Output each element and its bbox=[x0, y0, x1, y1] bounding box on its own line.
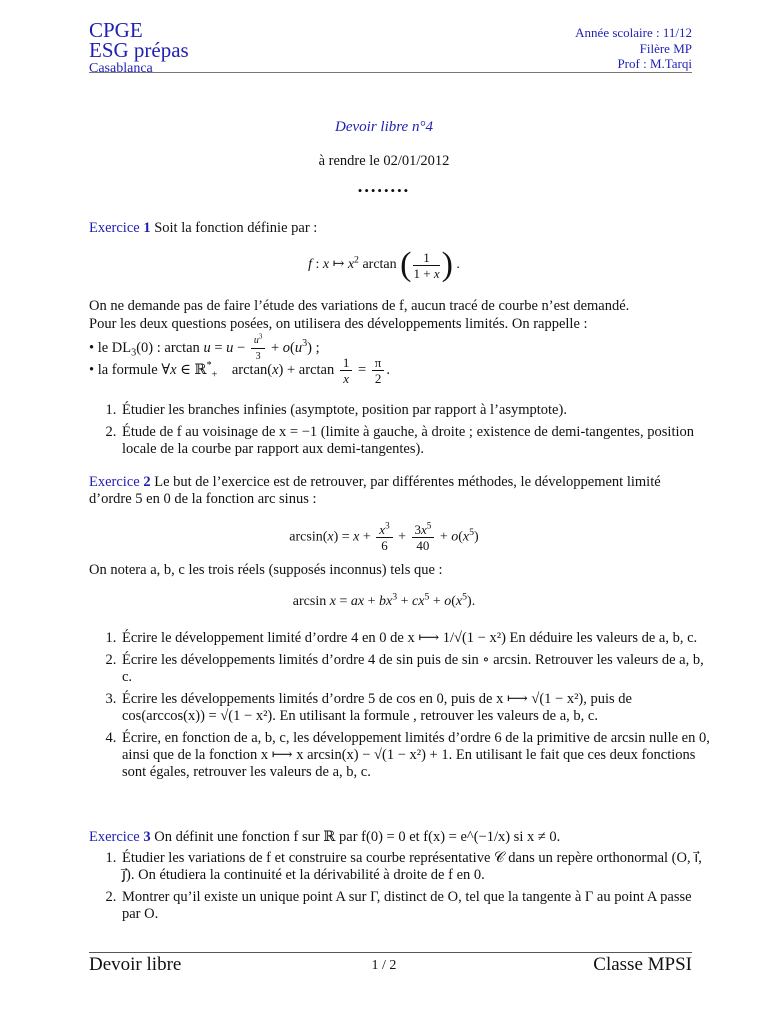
ex2-q3: 3. Écrire les développements limités d’ordre 5 de cos en 0, puis de x ⟼ √(1 − x²), puis de cos(arccos(x)) = √(1 − x²). En utilisant la formule , retrouver les valeurs de a, b, c. bbox=[120, 691, 710, 725]
school-line1: CPGE bbox=[89, 18, 143, 42]
header-rule bbox=[89, 72, 692, 73]
ex2-p1: On notera a, b, c les trois réels (supposés inconnus) tels que : bbox=[89, 562, 443, 578]
due-date: à rendre le 02/01/2012 bbox=[318, 153, 450, 169]
ex1-b1-prefix: • le bbox=[89, 339, 109, 356]
ex1-bullet-formula: • la formule ∀x ∈ ℝ*$_+$ arctan(x) + arctan $\frac{1}{x}$ = $\frac{\pi}{2}$ . bbox=[89, 355, 390, 386]
ex1-heading bbox=[89, 220, 689, 237]
ex1-questions bbox=[100, 402, 710, 458]
ex1-b2-prefix: • la formule bbox=[89, 361, 158, 378]
ex3-questions bbox=[100, 850, 710, 923]
ex1-label: Exercice bbox=[89, 220, 140, 236]
header-left bbox=[89, 20, 189, 77]
track: Filère MP bbox=[639, 40, 692, 56]
ex1-q1: 1. Étudier les branches infinies (asymptote, position par rapport à l’asymptote). bbox=[120, 402, 710, 419]
ex2-questions bbox=[100, 630, 710, 781]
city: Casablanca bbox=[89, 61, 153, 76]
ex1-q2: 2. Étude de f au voisinage de x = −1 (limite à gauche, à droite ; existence de demi-tangentes, position locale de la courbe par rapport aux demi-tangentes). bbox=[120, 424, 710, 458]
ex3-q2: 2. Montrer qu’il existe un unique point A sur Γ, distinct de O, tel que la tangente à Γ au point A passe par O. bbox=[120, 889, 710, 923]
ex3-intro: On définit une fonction f sur ℝ par f(0) = 0 et f(x) = e^(−1/x) si x ≠ 0. bbox=[154, 829, 561, 845]
ex2-number: 2 bbox=[143, 474, 151, 490]
ex1-number: 1 bbox=[143, 220, 151, 236]
school-year: Année scolaire : 11/12 bbox=[575, 25, 692, 40]
ex1-p1: On ne demande pas de faire l’étude des variations de f, aucun tracé de courbe n’est demandé. bbox=[89, 298, 630, 314]
ex2-formula-abc: arcsin x = ax + $bx^3 + cx^5 + o(x^5)$. bbox=[292, 591, 476, 609]
footer-left: Devoir libre bbox=[89, 954, 182, 975]
ex2-label: Exercice bbox=[89, 474, 140, 490]
ex1-intro: Soit la fonction définie par : bbox=[154, 220, 318, 236]
footer-rule bbox=[89, 952, 692, 953]
ex1-p2: Pour les deux questions posées, on utilisera des développements limités. On rappelle : bbox=[89, 316, 588, 332]
page-number: 1 / 2 bbox=[371, 958, 397, 973]
ex1-bullet-dl: • le $DL_3(0)$ : arctan u = u − $\frac{u^3}{3}$ + $o(u^3)$ ; bbox=[89, 332, 320, 362]
school-line2: ESG prépas bbox=[89, 38, 189, 62]
header-right bbox=[575, 25, 692, 72]
ex3-q1: 1. Étudier les variations de f et construire sa courbe représentative 𝒞 dans un repère orthonormal (O, i⃗, j⃗). On étudiera la continuité et la dérivabilité à droite de f en 0. bbox=[120, 850, 710, 884]
ex2-heading bbox=[89, 474, 689, 508]
separator-dots: •••••••• bbox=[357, 183, 411, 198]
teacher: Prof : M.Tarqi bbox=[617, 56, 692, 71]
ex2-q4: 4. Écrire, en fonction de a, b, c, les développement limités d’ordre 6 de la primitive de arcsin nulle en 0, ainsi que de la fonction x ⟼ x arcsin(x) − √(1 − x²) + 1. En utilisant le fait que ces deux fonctions sont égales, retrouver les valeurs de a, b, c. bbox=[120, 730, 710, 781]
page-title: Devoir libre n°4 bbox=[335, 119, 433, 135]
ex2-q2: 2. Écrire les développements limités d’ordre 4 de sin puis de sin ∘ arcsin. Retrouver les valeurs de a, b, c. bbox=[120, 652, 710, 686]
ex3-number: 3 bbox=[143, 829, 151, 845]
footer-right: Classe MPSI bbox=[593, 954, 692, 975]
ex2-formula-arcsin: arcsin(x) = x + $\frac{x^3}{6}$ + $\frac{3x^5}{40}$ + $o(x^5)$ bbox=[289, 520, 479, 553]
ex3-label: Exercice bbox=[89, 829, 140, 845]
ex2-intro: Le but de l’exercice est de retrouver, par différentes méthodes, le développement limité d’ordre 5 en 0 de la fonction arc sinus : bbox=[89, 474, 661, 507]
ex2-q1: 1. Écrire le développement limité d’ordre 4 en 0 de x ⟼ 1/√(1 − x²) En déduire les valeurs de a, b, c. bbox=[120, 630, 710, 647]
ex3-heading bbox=[89, 829, 689, 846]
ex1-formula: f : x ↦ $x^2$ arctan ( $\frac{1}{1 + x}$ ) . bbox=[308, 246, 460, 283]
